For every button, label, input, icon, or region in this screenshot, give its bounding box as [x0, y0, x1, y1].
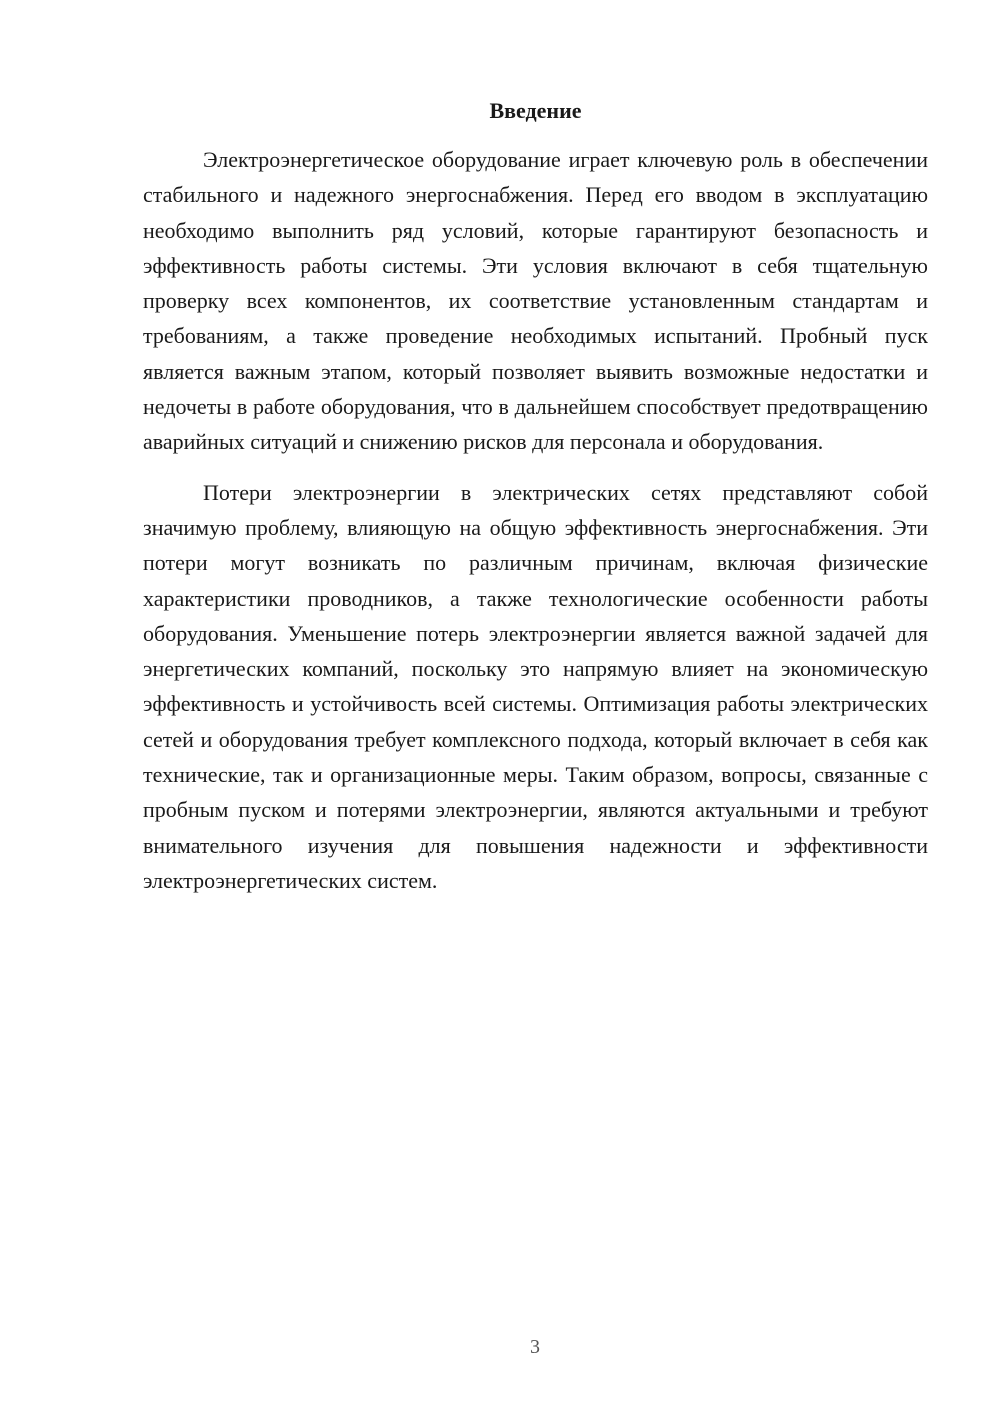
section-heading: Введение: [489, 98, 582, 123]
paragraph-1: Электроэнергетическое оборудование играет ключевую роль в обеспечении стабильного и надежного энергоснабжения. Перед его вводом в эксплуатацию необходимо выполнить ряд условий, которые гарантируют безопасность и эффективность работы системы. Эти условия включают в себя тщательную проверку всех компонентов, их соответствие установленным стандартам и требованиям, а также проведение необходимых испытаний. Пробный пуск является важным этапом, который позволяет выявить возможные недостатки и недочеты в работе оборудования, что в дальнейшем способствует предотвращению аварийных ситуаций и снижению рисков для персонала и оборудования.: [143, 147, 928, 455]
body-text: [143, 142, 928, 898]
paragraph-2: Потери электроэнергии в электрических сетях представляют собой значимую проблему, влияющую на общую эффективность энергоснабжения. Эти потери могут возникать по различным причинам, включая физические характеристики проводников, а также технологические особенности работы оборудования. Уменьшение потерь электроэнергии является важной задачей для энергетических компаний, поскольку это напрямую влияет на экономическую эффективность и устойчивость всей системы. Оптимизация работы электрических сетей и оборудования требует комплексного подхода, который включает в себя как технические, так и организационные меры. Таким образом, вопросы, связанные с пробным пуском и потерями электроэнергии, являются актуальными и требуют внимательного изучения для повышения надежности и эффективности электроэнергетических систем.: [143, 479, 928, 893]
page-number: 3: [530, 1336, 540, 1358]
